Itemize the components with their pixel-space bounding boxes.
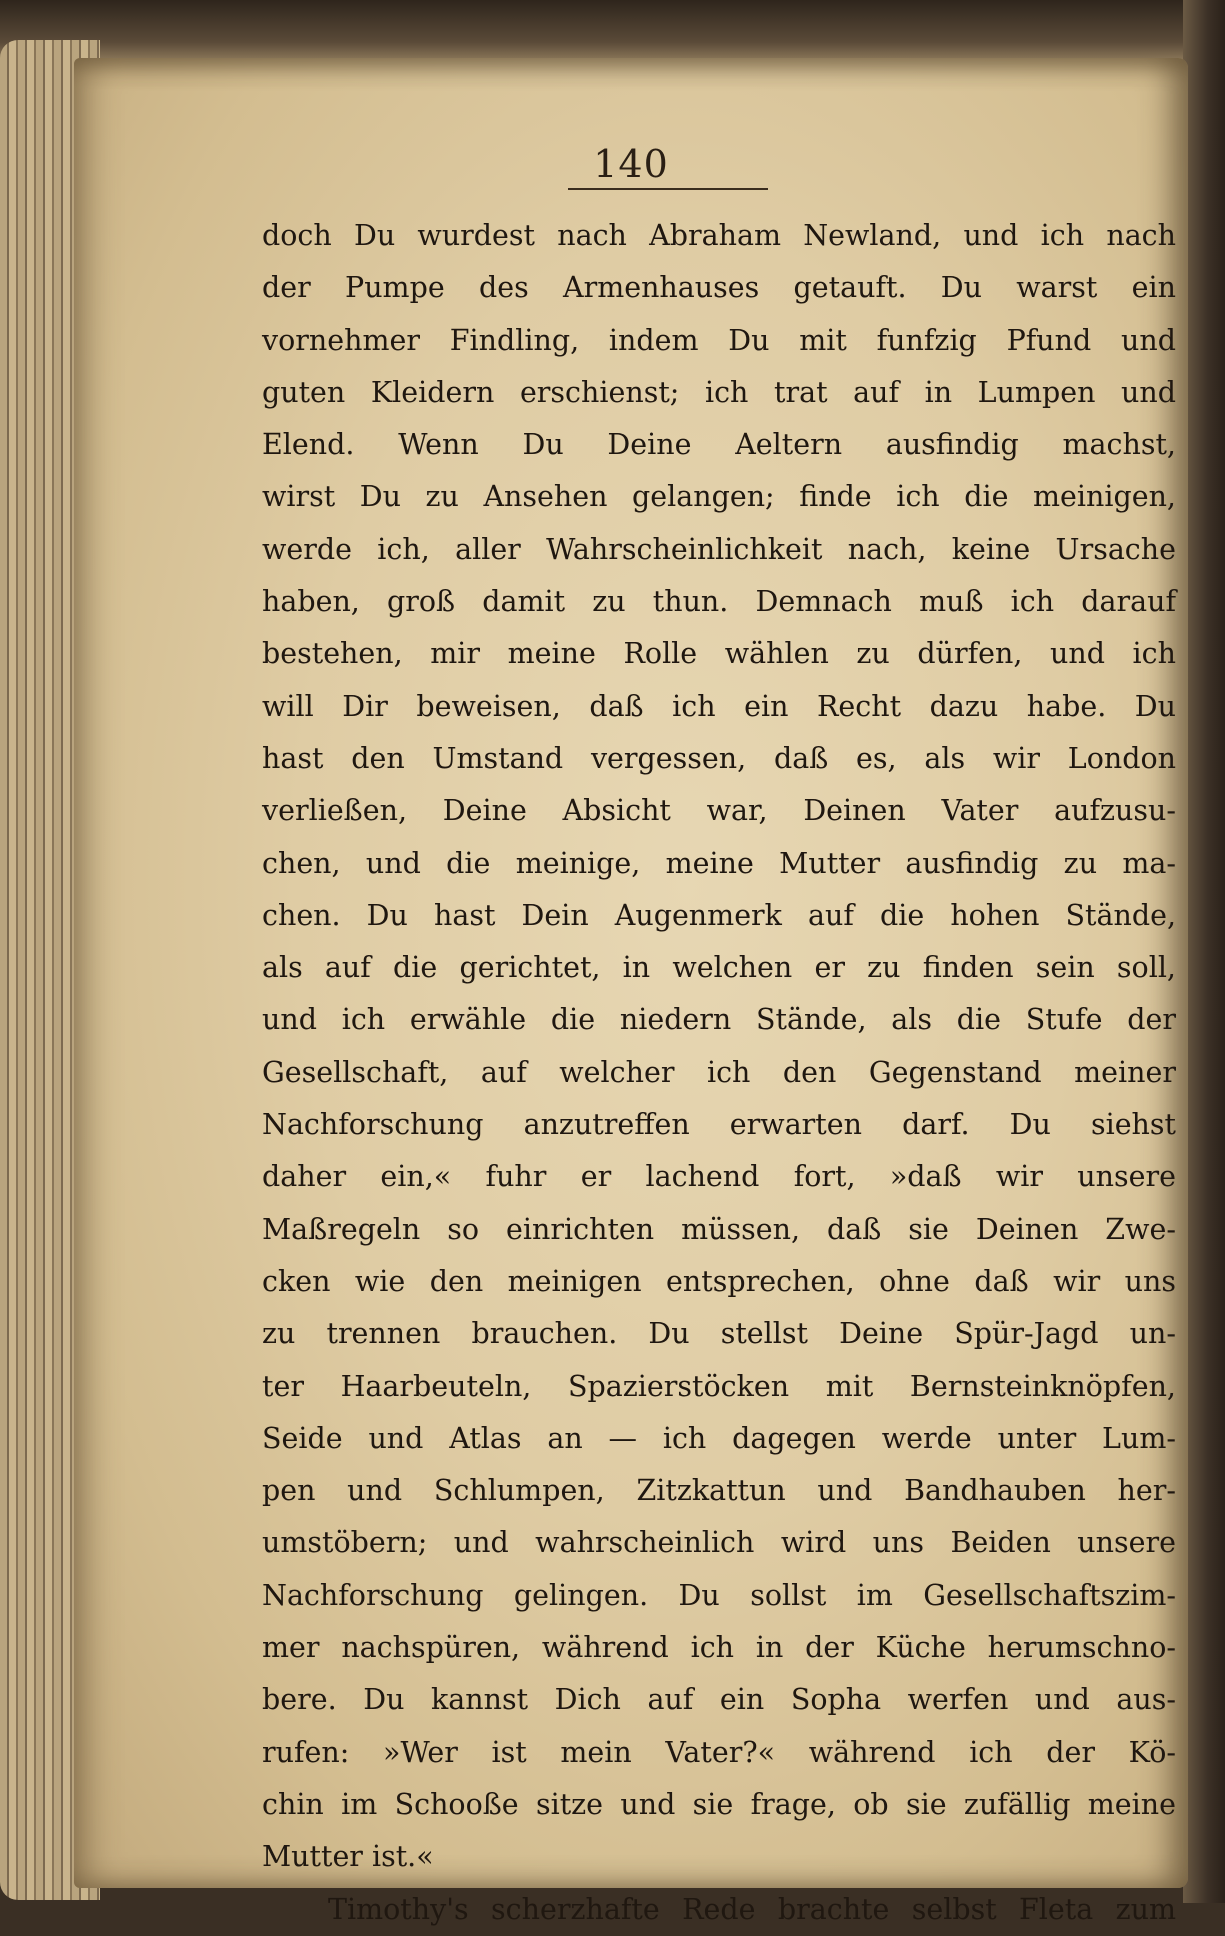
book-cover-right-edge (1183, 0, 1225, 1903)
text-line: und ich erwähle die niedern Stände, als die Stufe der (262, 1003, 1176, 1037)
text-line: Maßregeln so einrichten müssen, daß sie Deinen Zwe- (262, 1212, 1176, 1246)
body-text (262, 210, 1176, 1936)
text-line: Seide und Atlas an — ich dagegen werde unter Lum- (262, 1421, 1176, 1455)
text-line: will Dir beweisen, daß ich ein Recht dazu habe. Du (262, 689, 1176, 723)
text-line: als auf die gerichtet, in welchen er zu finden sein soll, (262, 951, 1176, 985)
book-cover-top-edge (0, 0, 1225, 60)
book-page (74, 58, 1188, 1926)
text-line: mer nachspüren, während ich in der Küche herumschno- (262, 1631, 1176, 1665)
text-line: vornehmer Findling, indem Du mit funfzig Pfund und (262, 323, 1176, 357)
text-line: chen, und die meinige, meine Mutter ausfindig zu ma- (262, 846, 1176, 880)
text-line: haben, groß damit zu thun. Demnach muß ich darauf (262, 585, 1176, 619)
text-line: verließen, Deine Absicht war, Deinen Vater aufzusu- (262, 794, 1176, 828)
text-line: rufen: »Wer ist mein Vater?« während ich der Kö- (262, 1735, 1176, 1769)
text-line: Nachforschung anzutreffen erwarten darf. Du siehst (262, 1108, 1176, 1142)
text-line: wirst Du zu Ansehen gelangen; finde ich die meinigen, (262, 480, 1176, 514)
text-line: werde ich, aller Wahrscheinlichkeit nach, keine Ursache (262, 532, 1176, 566)
text-line: guten Kleidern erschienst; ich trat auf in Lumpen und (262, 375, 1176, 409)
page-number: 140 (593, 142, 669, 186)
text-line: hast den Umstand vergessen, daß es, als wir London (262, 741, 1176, 775)
text-line: Mutter ist.« (262, 1840, 434, 1874)
header-rule (568, 188, 768, 190)
text-line: daher ein,« fuhr er lachend fort, »daß wir unsere (262, 1160, 1176, 1194)
text-line: bestehen, mir meine Rolle wählen zu dürfen, und ich (262, 637, 1176, 671)
text-line-paragraph-start: Timothy's scherzhafte Rede brachte selbst Fleta zum (328, 1892, 1176, 1926)
text-line: chin im Schooße sitze und sie frage, ob sie zufällig meine (262, 1787, 1176, 1821)
text-line: chen. Du hast Dein Augenmerk auf die hohen Stände, (262, 898, 1176, 932)
text-line: cken wie den meinigen entsprechen, ohne daß wir uns (262, 1264, 1176, 1298)
text-line: Nachforschung gelingen. Du sollst im Gesellschaftszim- (262, 1578, 1176, 1612)
text-line: pen und Schlumpen, Zitzkattun und Bandhauben her- (262, 1474, 1176, 1508)
text-line: der Pumpe des Armenhauses getauft. Du warst ein (262, 271, 1176, 305)
text-line: ter Haarbeuteln, Spazierstöcken mit Bernsteinknöpfen, (262, 1369, 1176, 1403)
text-line: doch Du wurdest nach Abraham Newland, und ich nach (262, 219, 1176, 252)
text-line: bere. Du kannst Dich auf ein Sopha werfen und aus- (262, 1683, 1176, 1717)
text-line: zu trennen brauchen. Du stellst Deine Spür-Jagd un- (262, 1317, 1176, 1351)
text-line: Elend. Wenn Du Deine Aeltern ausfindig machst, (262, 428, 1176, 462)
text-line: umstöbern; und wahrscheinlich wird uns Beiden unsere (262, 1526, 1176, 1560)
text-line: Gesellschaft, auf welcher ich den Gegenstand meiner (262, 1055, 1176, 1089)
